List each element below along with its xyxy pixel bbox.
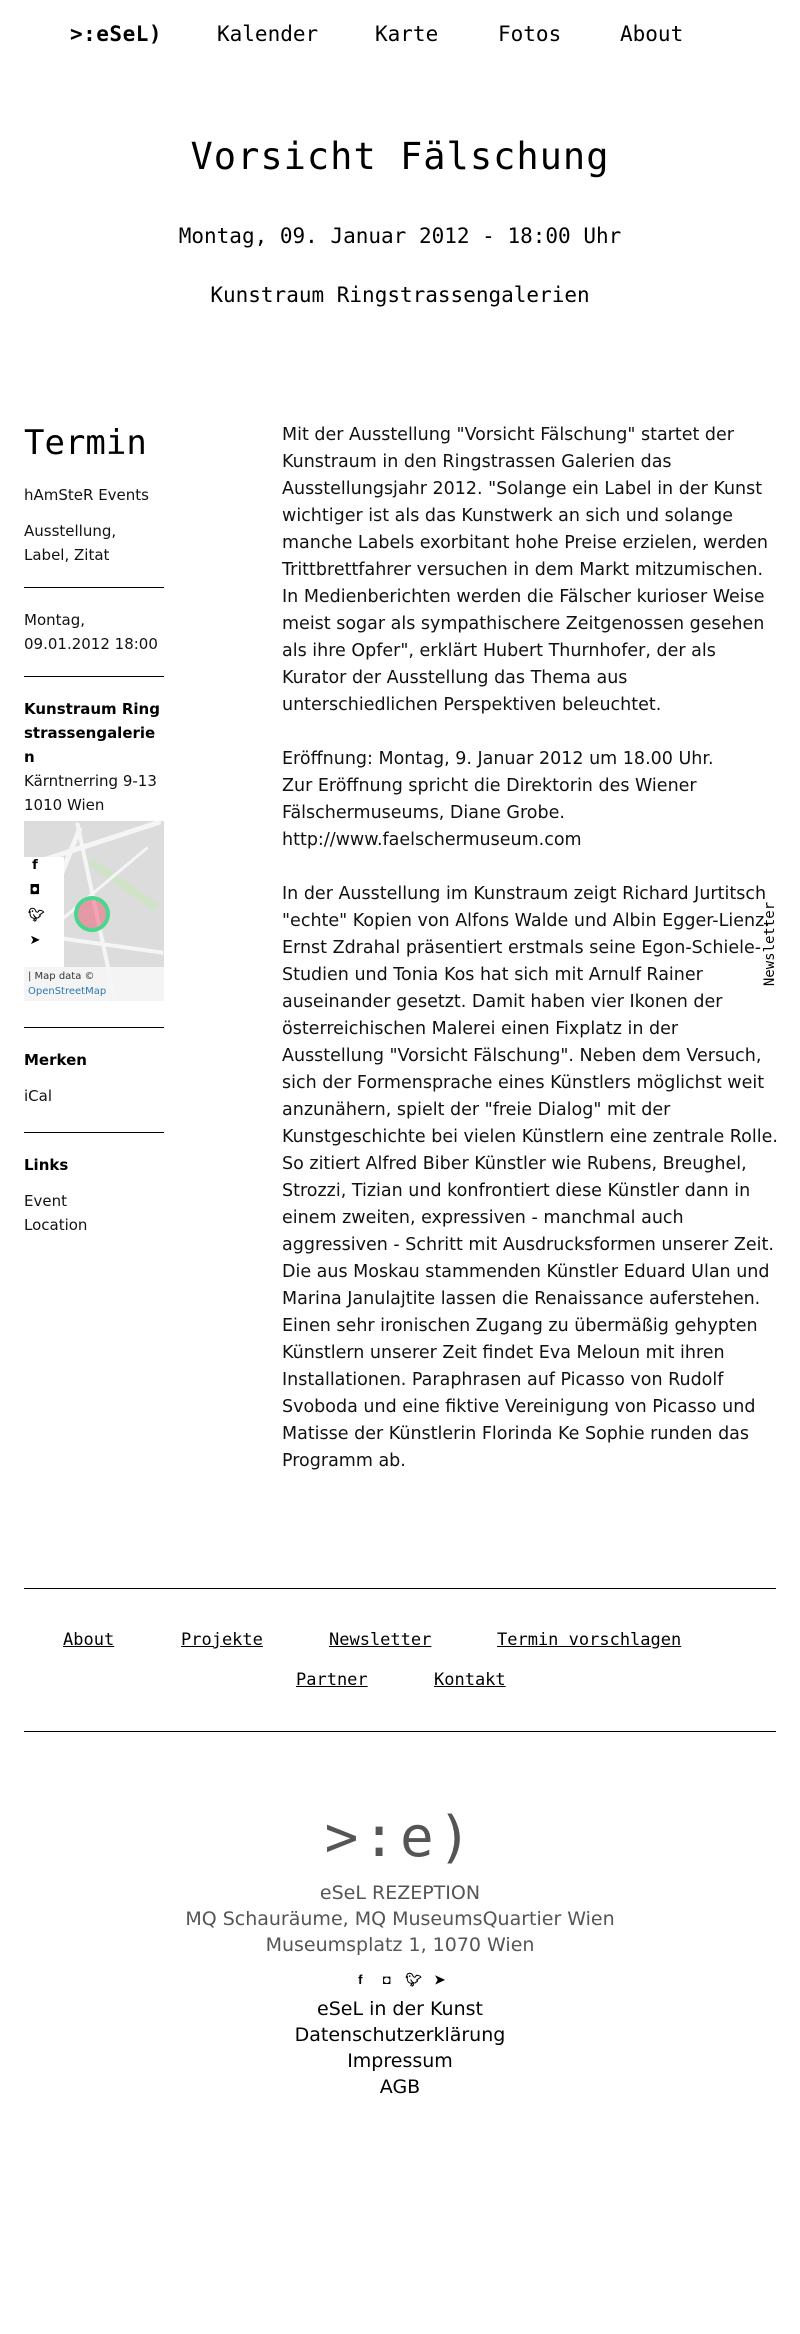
footer-link-kontakt[interactable]: Kontakt: [434, 1670, 506, 1690]
telegram-icon[interactable]: ➤: [434, 1972, 446, 1987]
share-panel: [24, 857, 64, 967]
nav-item-fotos[interactable]: Fotos: [498, 22, 562, 46]
event-link[interactable]: Event: [24, 1192, 67, 1210]
event-datetime: Montag, 09. Januar 2012 - 18:00 Uhr: [178, 224, 622, 248]
description-paragraph-1: Mit der Ausstellung "Vorsicht Fälschung" startet der Kunstraum in den Ringstrassen Galerien das Ausstellungsjahr 2012. "Solange ein Label in der Kunst wichtiger ist als das Kunstwerk an sich und solange manche Labels exorbitant hohe Preise erzielen, werden Trittbrettfahrer versuchen in dem Markt mitzumischen. In Medienberichten werden die Fälscher kurioser Weise meist sogar als sympathischere Zeitgenossen gesehen als ihre Opfer", erklärt Hubert Thurnhofer, der als Kurator der Ausstellung das Thema aus unterschiedlichen Perspektiven beleuchtet.: [282, 425, 768, 715]
location-link[interactable]: Location: [24, 1216, 88, 1234]
event-venue: Kunstraum Ringstrassengalerien: [210, 283, 590, 307]
openstreetmap-link[interactable]: OpenStreetMap: [28, 986, 107, 997]
instagram-icon[interactable]: ◘: [29, 883, 41, 898]
footer-divider-top: [24, 1588, 776, 1589]
link-impressum[interactable]: Impressum: [347, 2050, 453, 2072]
divider: [24, 1027, 164, 1028]
facebook-icon[interactable]: f: [358, 1972, 363, 1987]
link-esel-in-der-kunst[interactable]: eSeL in der Kunst: [317, 1998, 483, 2020]
location-name[interactable]: Kunstraum Ringstrassengalerien: [24, 700, 160, 766]
address-street: Kärntnerring 9-13: [24, 772, 157, 790]
event-title: Vorsicht Fälschung: [190, 135, 610, 178]
map-attribution: [24, 967, 164, 1001]
divider: [24, 1132, 164, 1133]
footer-link-projekte[interactable]: Projekte: [181, 1630, 263, 1650]
brand-logo[interactable]: >:e): [324, 1805, 476, 1870]
telegram-icon[interactable]: ➤: [29, 933, 41, 948]
brand-address-line-2: Museumsplatz 1, 1070 Wien: [265, 1934, 535, 1956]
instagram-icon[interactable]: ◘: [382, 1972, 391, 1987]
map-marker[interactable]: [74, 896, 110, 932]
footer-divider-bottom: [24, 1731, 776, 1732]
links-heading: Links: [24, 1156, 69, 1174]
event-sidebar: [24, 423, 164, 1237]
footer-link-about[interactable]: About: [63, 1630, 115, 1650]
description-paragraph-2: Eröffnung: Montag, 9. Januar 2012 um 18.00 Uhr. Zur Eröffnung spricht die Direktorin des Wiener Fälschermuseums, Diane Grobe. http://www.faelschermuseum.com: [282, 749, 714, 850]
brand-social-icons: [0, 1971, 800, 1989]
ical-link[interactable]: iCal: [24, 1087, 53, 1105]
brand-address-line-1: MQ Schauräume, MQ MuseumsQuartier Wien: [185, 1908, 615, 1930]
nav-item-karte[interactable]: Karte: [375, 22, 439, 46]
link-datenschutz[interactable]: Datenschutzerklärung: [294, 2024, 506, 2046]
divider: [24, 676, 164, 677]
twitter-icon[interactable]: 🐦︎: [405, 1972, 422, 1987]
facebook-icon[interactable]: f: [32, 858, 38, 873]
newsletter-tab-label[interactable]: Newsletter: [762, 901, 779, 987]
footer-link-termin-vorschlagen[interactable]: Termin vorschlagen: [497, 1630, 682, 1650]
description-paragraph-3: In der Ausstellung im Kunstraum zeigt Richard Jurtitsch "echte" Kopien von Alfons Walde und Albin Egger-Lienz. Ernst Zdrahal präsentiert erstmals seine Egon-Schiele-Studien und Tonia Kos hat sich mit Arnulf Rainer auseinander gesetzt. Damit haben vier Ikonen der österreichischen Malerei einen Fixplatz in der Ausstellung "Vorsicht Fälschung". Neben dem Versuch, sich der Formensprache eines Künstlers möglichst weit anzunähern, spielt der "freie Dialog" mit der Kunstgeschichte bei vielen Künstlern eine zentrale Rolle. So zitiert Alfred Biber Künstler wie Rubens, Breughel, Strozzi, Tizian und konfrontiert diese Künstler dann in einem zweiten, expressiven - manchmal auch aggressiven - Schritt mit Ausdrucksformen unserer Zeit. Die aus Moskau stammenden Künstler Eduard Ulan und Marina Janulajtite lassen die Renaissance auferstehen. Einen sehr ironischen Zugang zu übermäßig gehypten Künstlern unserer Zeit findet Eva Meloun mit ihren Installationen. Paraphrasen auf Picasso von Rudolf Svoboda und eine fiktive Vereinigung von Picasso und Matisse der Künstlerin Florinda Ke Sophie runden das Programm ab.: [282, 884, 778, 1471]
address-city: 1010 Wien: [24, 796, 105, 814]
footer-link-partner[interactable]: Partner: [296, 1670, 368, 1690]
merken-heading: Merken: [24, 1051, 87, 1069]
nav-item-kalender[interactable]: Kalender: [217, 22, 319, 46]
divider: [24, 587, 164, 588]
top-navigation: [0, 22, 800, 52]
location-map[interactable]: [24, 821, 164, 1001]
newsletter-tab[interactable]: [760, 900, 780, 990]
map-attrib-text: | Map data ©: [28, 971, 95, 982]
link-agb[interactable]: AGB: [379, 2076, 421, 2098]
sidebar-heading: Termin: [24, 423, 147, 463]
event-description: [282, 422, 782, 1502]
sidebar-date: Montag, 09.01.2012 18:00: [24, 611, 158, 653]
organizer[interactable]: hAmSteR Events: [24, 486, 149, 504]
event-tags[interactable]: Ausstellung, Label, Zitat: [24, 522, 117, 564]
site-logo[interactable]: >:eSeL): [70, 22, 163, 46]
footer-link-newsletter[interactable]: Newsletter: [329, 1630, 432, 1650]
nav-item-about[interactable]: About: [620, 22, 684, 46]
brand-name: eSeL REZEPTION: [319, 1882, 481, 1904]
twitter-icon[interactable]: 🐦︎: [28, 908, 45, 923]
